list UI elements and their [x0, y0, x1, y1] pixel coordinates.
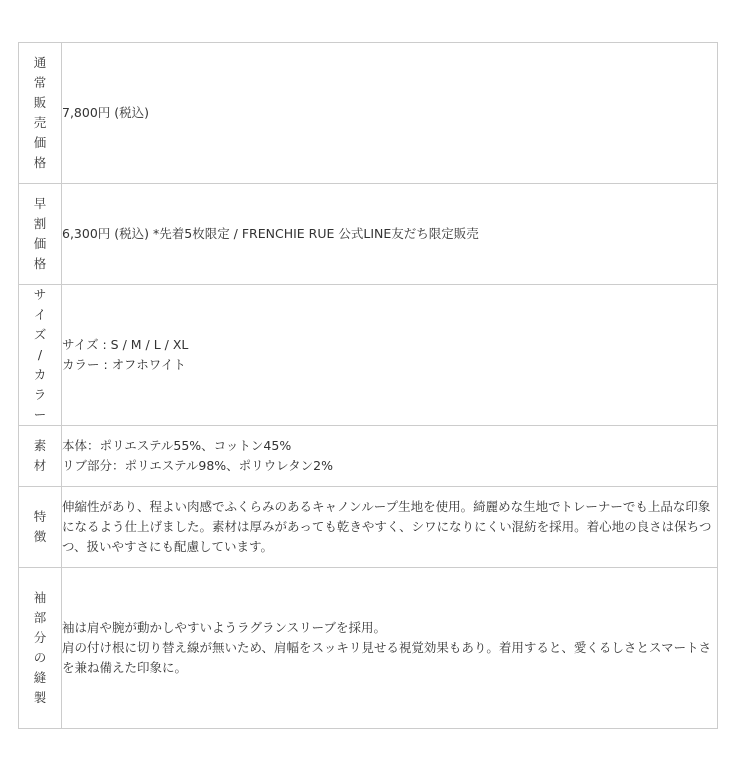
spec-label: [19, 285, 62, 426]
spec-value-line: 本体：ポリエステル55%、コットン45%: [62, 438, 292, 453]
product-spec-table: [18, 42, 718, 729]
spec-value: [62, 285, 718, 426]
spec-label: [19, 568, 62, 729]
spec-label-text: 早割価格: [33, 196, 47, 271]
spec-value-line: リブ部分：ポリエステル98%、ポリウレタン2%: [62, 458, 333, 473]
spec-row-size-color: [19, 285, 718, 426]
spec-label-text: 袖部分の縫製: [33, 590, 47, 705]
spec-row-regular-price: [19, 43, 718, 184]
spec-value-line: 袖は肩や腕が動かしやすいようラグランスリーブを採用。: [62, 620, 387, 635]
spec-value-line: カラー : オフホワイト: [62, 357, 186, 372]
spec-label-text: 素材: [33, 438, 47, 473]
spec-value-line: 6,300円 (税込) *先着5枚限定 / FRENCHIE RUE 公式LINE友だち限定販売: [62, 226, 479, 241]
spec-label-text: サイズ/カラー: [33, 287, 47, 422]
spec-label: [19, 43, 62, 184]
spec-value: [62, 487, 718, 568]
spec-value-line: サイズ : S / M / L / XL: [62, 337, 189, 352]
spec-value-line: 肩の付け根に切り替え線が無いため、肩幅をスッキリ見せる視覚効果もあり。着用すると、愛くるしさとスマートさを兼ね備えた印象に。: [62, 640, 712, 675]
spec-row-sleeve-sewing: [19, 568, 718, 729]
spec-value: [62, 43, 718, 184]
spec-label: [19, 184, 62, 285]
spec-row-features: [19, 487, 718, 568]
spec-value: [62, 426, 718, 487]
spec-value: [62, 568, 718, 729]
spec-label-text: 通常販売価格: [33, 55, 47, 170]
spec-value: [62, 184, 718, 285]
spec-row-material: [19, 426, 718, 487]
spec-label: [19, 487, 62, 568]
spec-value-line: 伸縮性があり、程よい肉感でふくらみのあるキャノンループ生地を使用。綺麗めな生地でトレーナーでも上品な印象になるよう仕上げました。素材は厚みがあっても乾きやすく、シワになりにくい混紡を採用。着心地の良さは保ちつつ、扱いやすさにも配慮しています。: [62, 499, 712, 554]
spec-label: [19, 426, 62, 487]
spec-label-text: 特徴: [33, 509, 47, 544]
spec-value-line: 7,800円 (税込): [62, 105, 150, 120]
spec-row-early-price: [19, 184, 718, 285]
